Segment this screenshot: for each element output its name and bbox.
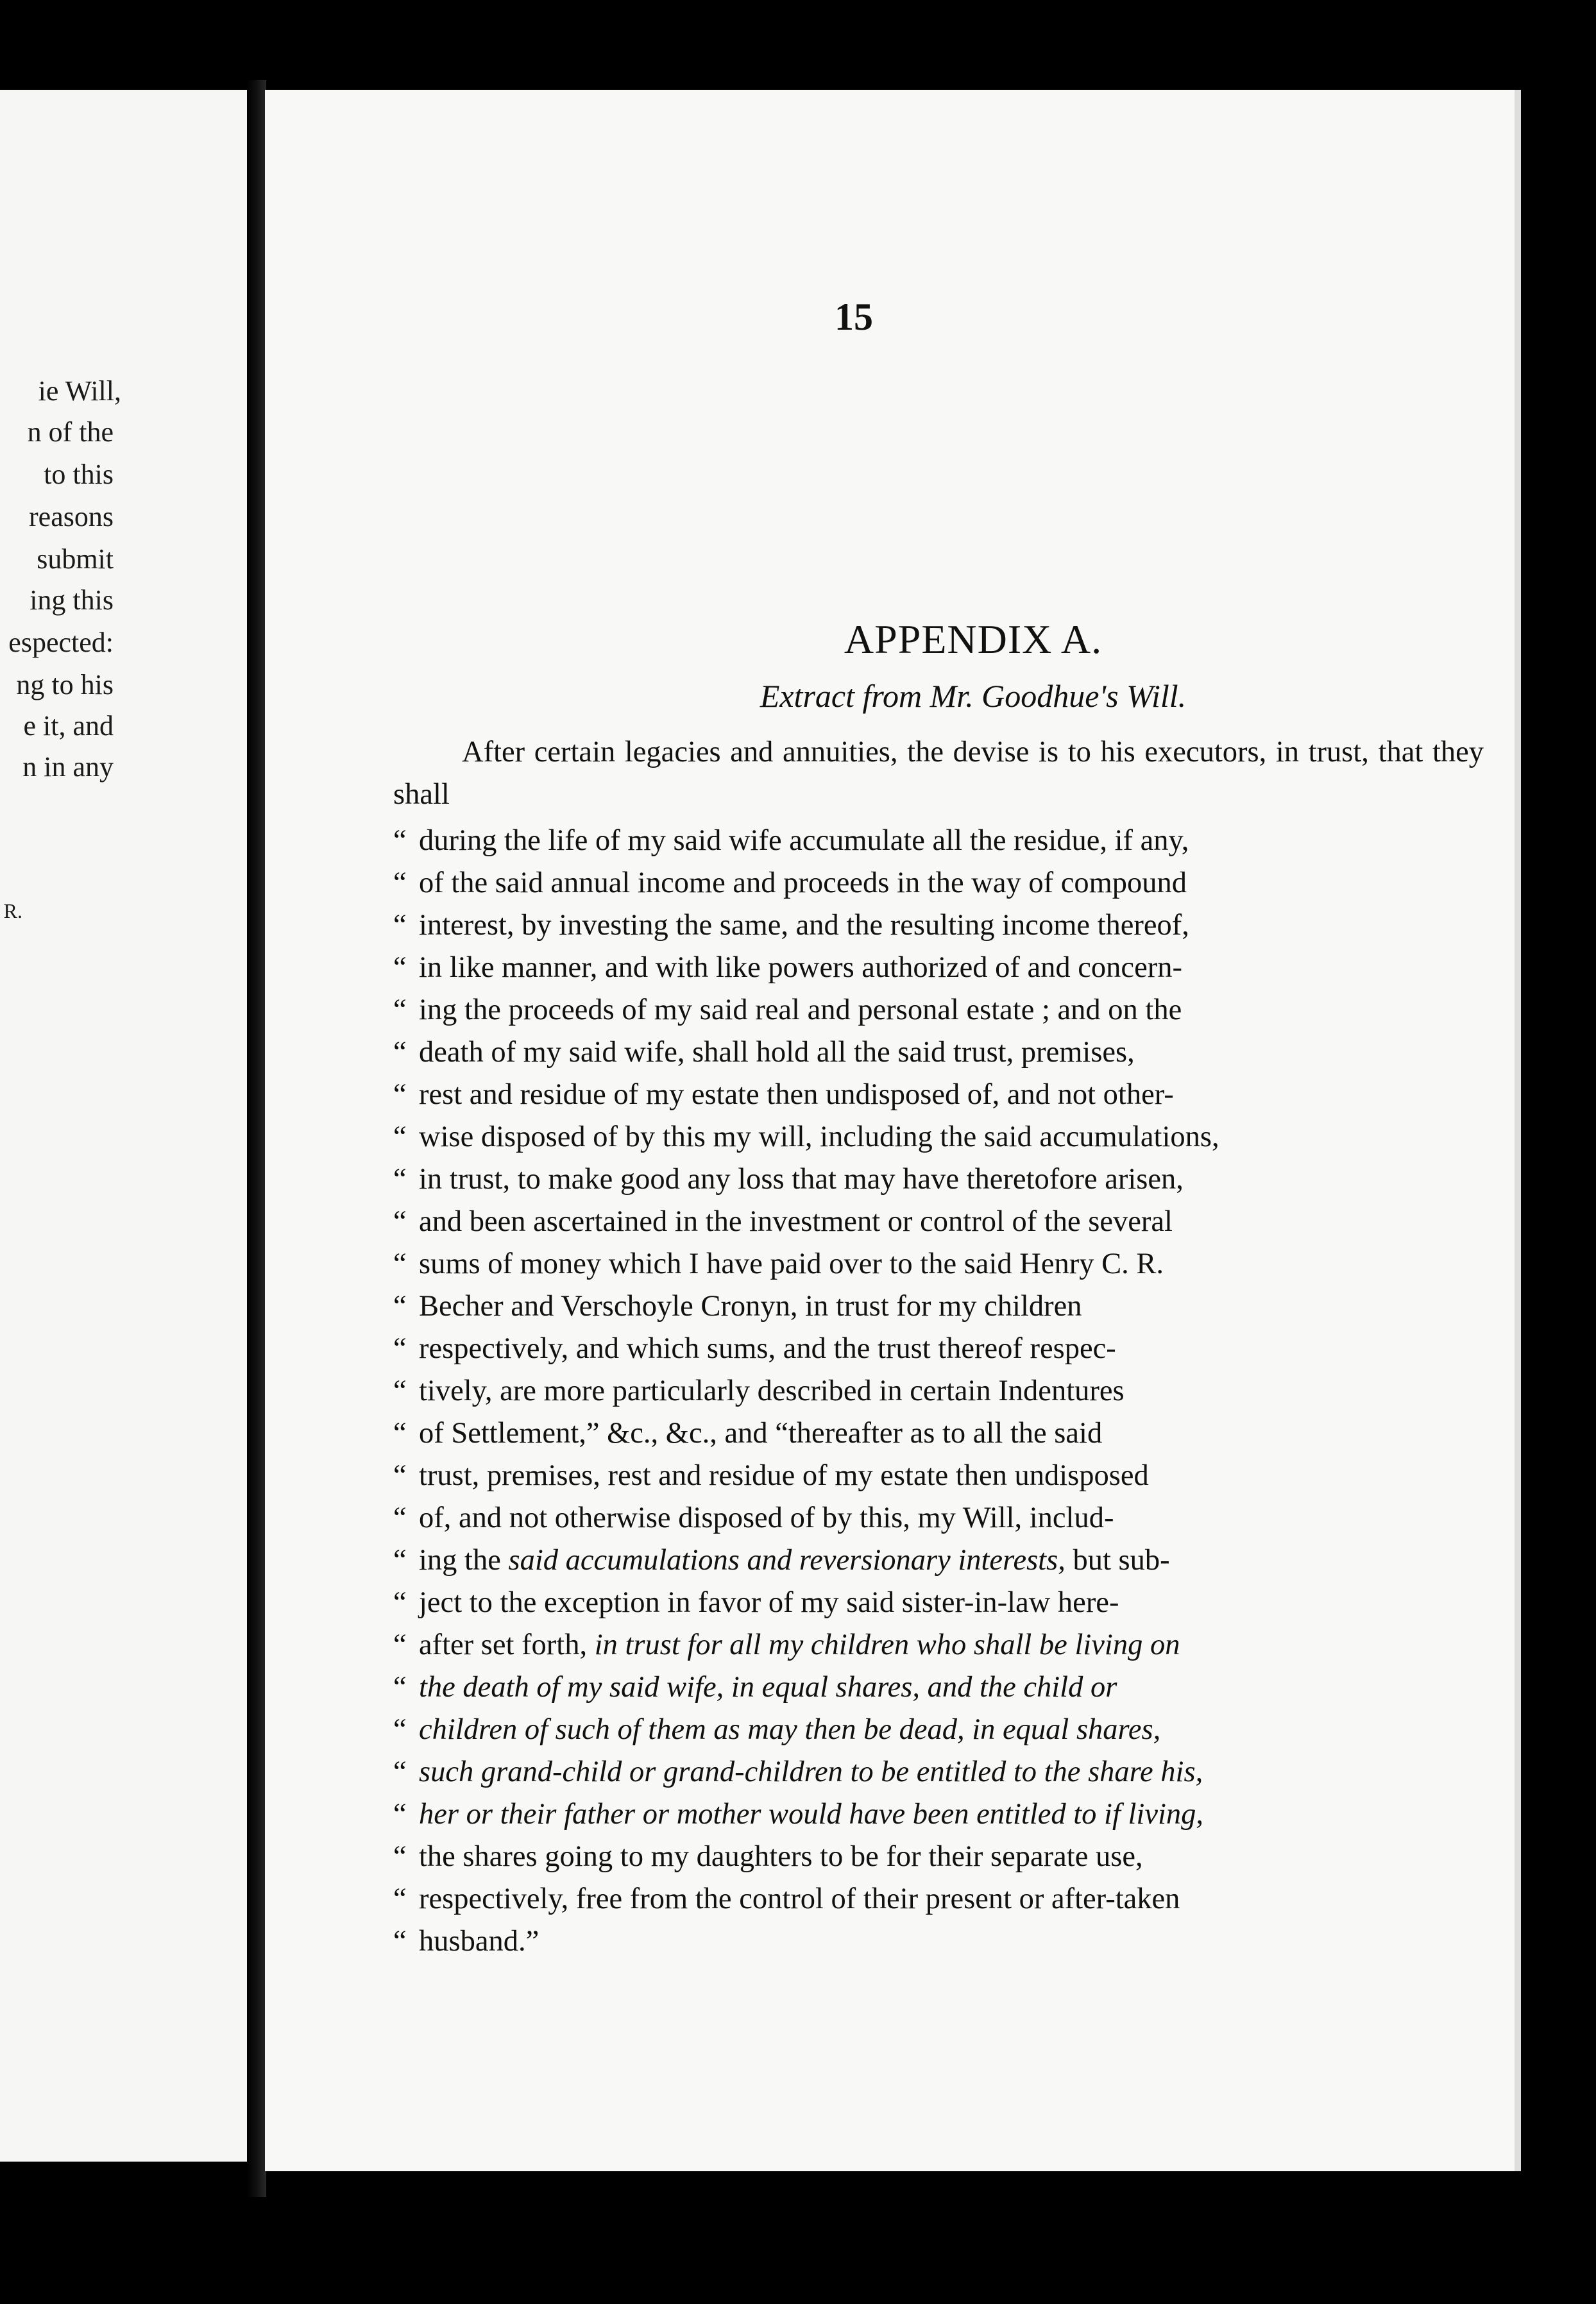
- intro-paragraph: After certain legacies and annuities, the devise is to his executors, in trust, that they shall: [393, 736, 1484, 811]
- opening-quote-mark: “: [393, 1502, 407, 1534]
- line-text: after set forth,: [419, 1629, 595, 1661]
- line-text: and been ascertained in the investment or control of the several: [419, 1205, 1173, 1238]
- quote-line: [393, 862, 1484, 904]
- italic-text: the death of my said wife, in equal shares, and the child or: [419, 1671, 1117, 1704]
- opening-quote-mark: “: [393, 1671, 407, 1704]
- quote-line: [393, 1709, 1484, 1751]
- opening-quote-mark: “: [393, 1840, 407, 1873]
- page-number: 15: [835, 296, 873, 338]
- quote-line: [393, 1455, 1484, 1497]
- opening-quote-mark: “: [393, 1756, 407, 1788]
- opening-quote-mark: “: [393, 1883, 407, 1915]
- italic-text: her or their father or mother would have been entitled to if living,: [419, 1798, 1204, 1831]
- opening-quote-mark: “: [393, 1290, 407, 1323]
- appendix-title: APPENDIX A.: [844, 616, 1103, 662]
- italic-text: children of such of them as may then be dead, in equal shares,: [419, 1713, 1161, 1746]
- left-page-line: ing this: [30, 584, 114, 616]
- quote-line: [393, 1243, 1484, 1285]
- left-page-line: ie Will,: [38, 375, 121, 407]
- quoted-will-passage: [393, 820, 1484, 1963]
- quote-line: [393, 1285, 1484, 1328]
- quote-line: [393, 1793, 1484, 1836]
- quote-line: [393, 1116, 1484, 1158]
- quote-line: [393, 947, 1484, 989]
- line-text: husband.”: [419, 1925, 539, 1958]
- quote-line: [393, 1074, 1484, 1116]
- quote-line: [393, 1539, 1484, 1582]
- quote-line: [393, 1328, 1484, 1370]
- line-text: respectively, free from the control of their present or after-taken: [419, 1883, 1180, 1915]
- quote-line: [393, 1920, 1484, 1963]
- quote-line: [393, 1624, 1484, 1666]
- left-page-line: n of the: [27, 416, 114, 448]
- italic-text: such grand-child or grand-children to be entitled to the share his,: [419, 1756, 1203, 1788]
- line-text: sums of money which I have paid over to the said Henry C. R.: [419, 1248, 1164, 1280]
- quote-line: [393, 1370, 1484, 1412]
- opening-quote-mark: “: [393, 1798, 407, 1831]
- page-edge: [1515, 90, 1521, 2171]
- quote-line: [393, 1201, 1484, 1243]
- will-extract-text: [393, 731, 1484, 1963]
- line-text: but sub-: [1065, 1544, 1170, 1577]
- line-text: in trust, to make good any loss that may have theretofore arisen,: [419, 1163, 1184, 1196]
- quote-line: [393, 1412, 1484, 1455]
- left-page-line: R.: [3, 899, 22, 922]
- left-page-line: espected:: [8, 627, 114, 658]
- line-text: wise disposed of by this my will, including the said accumulations,: [419, 1121, 1219, 1153]
- line-text: trust, premises, rest and residue of my estate then undisposed: [419, 1459, 1149, 1492]
- opening-quote-mark: “: [393, 1036, 407, 1069]
- quote-line: [393, 1878, 1484, 1920]
- opening-quote-mark: “: [393, 909, 407, 942]
- line-text: the shares going to my daughters to be for their separate use,: [419, 1840, 1143, 1873]
- opening-quote-mark: “: [393, 1925, 407, 1958]
- extract-subtitle: Extract from Mr. Goodhue's Will.: [760, 678, 1187, 714]
- quote-line: [393, 1666, 1484, 1709]
- line-text: of Settlement,” &c., &c., and “thereafter as to all the said: [419, 1417, 1103, 1450]
- opening-quote-mark: “: [393, 1375, 407, 1407]
- left-page-line: reasons: [29, 501, 114, 532]
- line-text: death of my said wife, shall hold all the said trust, premises,: [419, 1036, 1135, 1069]
- left-facing-page: [0, 90, 247, 2162]
- opening-quote-mark: “: [393, 1417, 407, 1450]
- opening-quote-mark: “: [393, 1459, 407, 1492]
- quote-line: [393, 820, 1484, 862]
- italic-text: said accumulations and reversionary interests,: [508, 1544, 1065, 1577]
- line-text: ing the: [419, 1544, 509, 1577]
- line-text: respectively, and which sums, and the trust thereof respec-: [419, 1332, 1116, 1365]
- quote-line: [393, 1836, 1484, 1878]
- quote-line: [393, 989, 1484, 1031]
- opening-quote-mark: “: [393, 867, 407, 899]
- opening-quote-mark: “: [393, 1332, 407, 1365]
- opening-quote-mark: “: [393, 1629, 407, 1661]
- line-text: of the said annual income and proceeds in the way of compound: [419, 867, 1187, 899]
- opening-quote-mark: “: [393, 824, 407, 857]
- line-text: in like manner, and with like powers authorized of and concern-: [419, 951, 1182, 984]
- opening-quote-mark: “: [393, 951, 407, 984]
- left-page-line: e it, and: [23, 710, 114, 741]
- italic-text: in trust for all my children who shall be living on: [594, 1629, 1180, 1661]
- quote-line: [393, 1751, 1484, 1793]
- line-text: ing the proceeds of my said real and personal estate ; and on the: [419, 994, 1182, 1026]
- line-text: interest, by investing the same, and the resulting income thereof,: [419, 909, 1189, 942]
- opening-quote-mark: “: [393, 1713, 407, 1746]
- opening-quote-mark: “: [393, 1163, 407, 1196]
- line-text: of, and not otherwise disposed of by this, my Will, includ-: [419, 1502, 1114, 1534]
- opening-quote-mark: “: [393, 1078, 407, 1111]
- opening-quote-mark: “: [393, 1544, 407, 1577]
- quote-line: [393, 1582, 1484, 1624]
- opening-quote-mark: “: [393, 1248, 407, 1280]
- line-text: ject to the exception in favor of my said sister-in-law here-: [419, 1586, 1119, 1619]
- opening-quote-mark: “: [393, 1586, 407, 1619]
- line-text: during the life of my said wife accumulate all the residue, if any,: [419, 824, 1189, 857]
- left-page-line: n in any: [22, 751, 114, 783]
- quote-line: [393, 904, 1484, 947]
- right-page: [263, 90, 1521, 2171]
- left-page-line: submit: [37, 543, 114, 575]
- opening-quote-mark: “: [393, 1205, 407, 1238]
- line-text: tively, are more particularly described in certain Indentures: [419, 1375, 1125, 1407]
- left-page-line: ng to his: [16, 669, 114, 700]
- quote-line: [393, 1158, 1484, 1201]
- line-text: Becher and Verschoyle Cronyn, in trust for my children: [419, 1290, 1082, 1323]
- opening-quote-mark: “: [393, 1121, 407, 1153]
- quote-line: [393, 1031, 1484, 1074]
- left-page-line: to this: [44, 459, 114, 490]
- quote-line: [393, 1497, 1484, 1539]
- opening-quote-mark: “: [393, 994, 407, 1026]
- line-text: rest and residue of my estate then undisposed of, and not other-: [419, 1078, 1174, 1111]
